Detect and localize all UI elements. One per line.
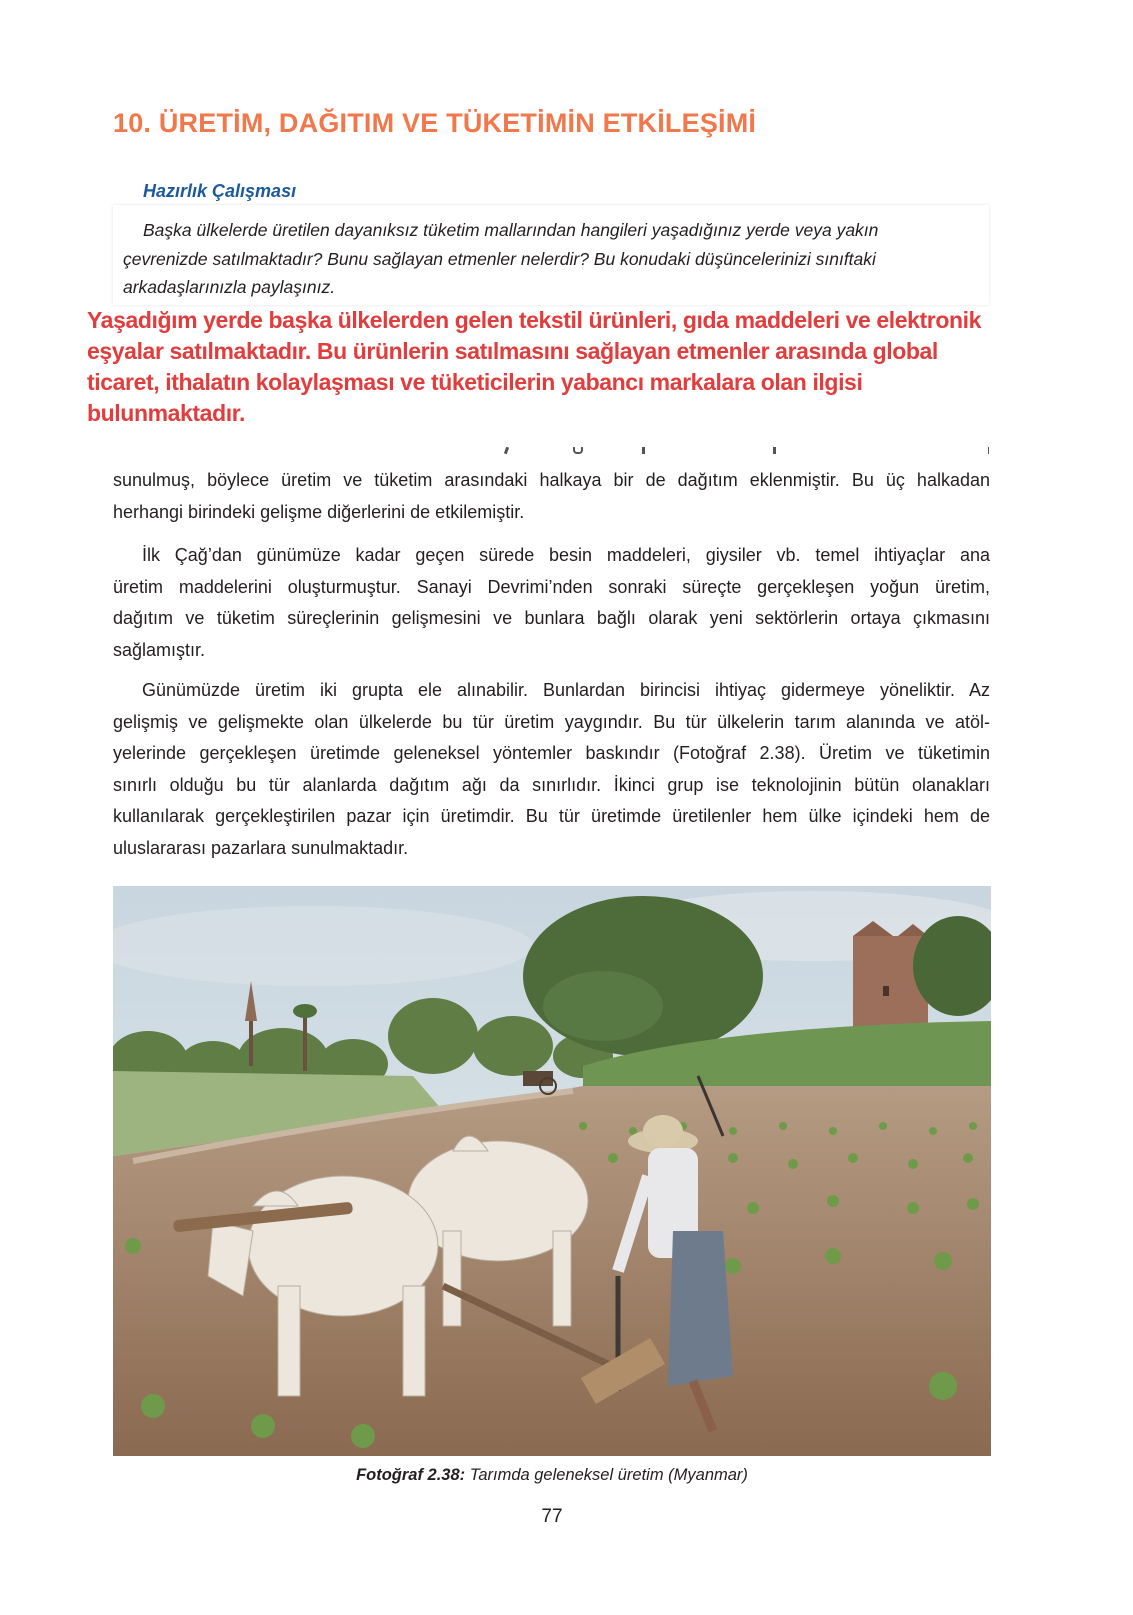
paragraph-line: üretim maddelerini oluşturmuştur. Sanayi Devrimi’nden sonraki süreçte gerçekleşen yoğun üretim, — [113, 576, 990, 597]
preparation-line: Başka ülkelerde üretilen dayanıksız tüketim mallarından hangileri yaşadığınız yerde veya yakın — [143, 220, 879, 240]
paragraph-line: İlk Çağ’dan günümüze kadar geçen sürede besin maddeleri, giysiler vb. temel ihtiyaçlar ana — [142, 545, 990, 565]
figure-caption-text: Tarımda geleneksel üretim (Myanmar) — [465, 1466, 748, 1484]
paragraph-line: dağıtım ve tüketim süreçlerinin gelişmesini ve bunlara bağlı olarak yeni sektörlerin ortaya çıkmasını — [113, 608, 990, 628]
ox-plough-illustration — [113, 886, 991, 1456]
handwritten-answer — [87, 305, 1127, 429]
figure-label: Fotoğraf 2.38: — [356, 1466, 466, 1484]
paragraph-line: sağlamıştır. — [113, 639, 206, 660]
paragraph-line: Günümüzde üretim iki grupta ele alınabilir. Bunlardan birincisi ihtiyaç gidermeye yöneliktir. Az — [142, 680, 990, 700]
answer-line: bulunmaktadır. — [87, 400, 245, 426]
occluded-text-line — [113, 447, 989, 457]
answer-line: Yaşadığım yerde başka ülkelerden gelen tekstil ürünleri, gıda maddeleri ve elektronik — [87, 307, 982, 333]
body-paragraph-2 — [113, 540, 990, 666]
answer-line: eşyalar satılmaktadır. Bu ürünlerin satılmasını sağlayan etmenler arasında global — [87, 338, 938, 364]
farming-photo — [113, 886, 991, 1456]
paragraph-line: yelerinde gerçekleşen üretimde geleneksel yöntemler baskındır (Fotoğraf 2.38). Üretim ve tüketimin — [113, 743, 990, 763]
paragraph-line: herhangi birindeki gelişme diğerlerini de etkilemiştir. — [113, 501, 525, 522]
preparation-line: çevrenizde satılmaktadır? Bunu sağlayan etmenler nelerdir? Bu konudaki düşüncelerinizi sınıftaki — [123, 248, 876, 269]
page-number: 77 — [541, 1506, 563, 1527]
paragraph-line: sınırlı olduğu bu tür alanlarda dağıtım ağı da sınırlıdır. İkinci grup ise teknolojinin bütün olanakları — [113, 774, 990, 795]
body-paragraph-1 — [113, 465, 990, 528]
paragraph-line: uluslararası pazarlara sunulmaktadır. — [113, 837, 409, 858]
paragraph-line: sunulmuş, böylece üretim ve tüketim arasındaki halkaya bir de dağıtım eklenmiştir. Bu üç halkadan — [113, 470, 990, 490]
answer-line: ticaret, ithalatın kolaylaşması ve tüketicilerin yabancı markalara olan ilgisi — [87, 369, 863, 395]
preparation-question — [123, 216, 983, 302]
body-paragraph-3 — [113, 675, 990, 864]
preparation-heading: Hazırlık Çalışması — [143, 181, 297, 201]
paragraph-line: gelişmiş ve gelişmekte olan ülkelerde bu tür üretim yaygındır. Bu tür ülkelerin tarım alanında ve atöl- — [113, 711, 990, 732]
paragraph-line: kullanılarak gerçekleştirilen pazar için üretimdir. Bu tür üretimde üretilenler hem ülke içindeki hem de — [113, 806, 990, 826]
figure-caption — [113, 1466, 991, 1485]
section-title: 10. ÜRETİM, DAĞITIM VE TÜKETİMİN ETKİLEŞİMİ — [113, 108, 757, 138]
preparation-line: arkadaşlarınızla paylaşınız. — [123, 277, 336, 297]
